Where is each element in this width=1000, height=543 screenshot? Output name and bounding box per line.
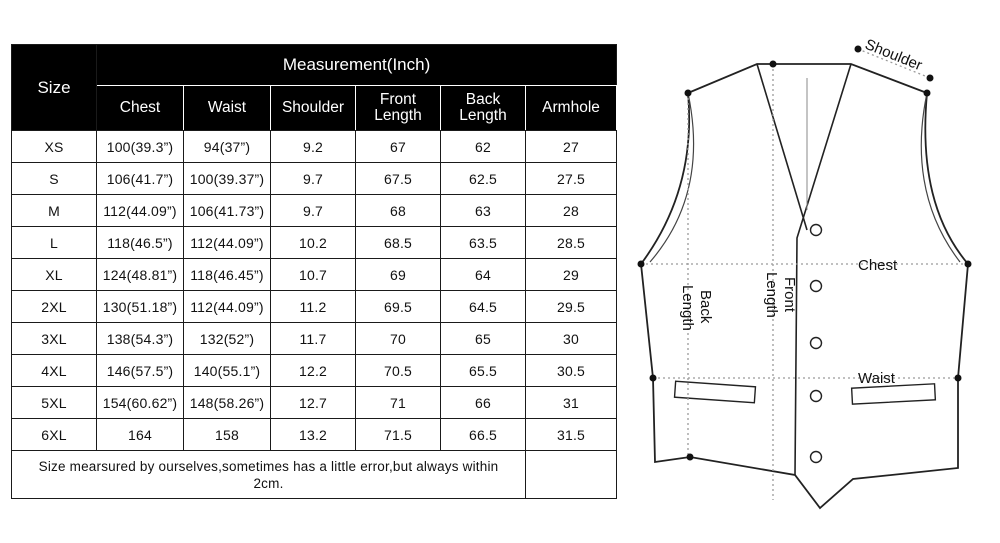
chest-label: Chest [858, 257, 898, 274]
column-header [97, 86, 184, 131]
measurement-cell: 9.7 [271, 195, 356, 227]
measurement-cell: 67 [356, 131, 441, 163]
measurement-cell: 138(54.3”) [97, 323, 184, 355]
measurement-cell: 118(46.5”) [97, 227, 184, 259]
column-header-line: Length [374, 107, 422, 124]
measurement-cell: 10.7 [271, 259, 356, 291]
measurement-cell: 70.5 [356, 355, 441, 387]
measure-point [770, 61, 777, 68]
back-length-label-line1: Back [697, 290, 714, 324]
measure-point [650, 375, 657, 382]
back-length-label-line2: Length [679, 285, 696, 331]
measurement-cell: 146(57.5”) [97, 355, 184, 387]
front-length-label-line2: Length [763, 272, 780, 318]
table-row [12, 227, 617, 259]
table-row [12, 387, 617, 419]
table-row [12, 163, 617, 195]
measurement-cell: 66 [441, 387, 526, 419]
shoulder-label: Shoulder [862, 35, 925, 75]
column-header [271, 86, 356, 131]
measurement-cell: 70 [356, 323, 441, 355]
measurement-cell: 154(60.62”) [97, 387, 184, 419]
measurement-cell: 64 [441, 259, 526, 291]
measurement-cell: 112(44.09”) [97, 195, 184, 227]
measurement-cell: 64.5 [441, 291, 526, 323]
column-header-line: Shoulder [281, 99, 345, 116]
measurement-cell: 10.2 [271, 227, 356, 259]
table-row [12, 355, 617, 387]
measurement-cell: 9.7 [271, 163, 356, 195]
button-icon [811, 225, 822, 236]
measurement-cell: 65 [441, 323, 526, 355]
measurement-cell: 158 [184, 419, 271, 451]
size-chart-table [11, 44, 617, 499]
measurement-cell: 112(44.09”) [184, 227, 271, 259]
front-length-label-line1: Front [781, 277, 798, 313]
measure-point [927, 75, 934, 82]
measurement-cell: 148(58.26”) [184, 387, 271, 419]
column-header [356, 86, 441, 131]
measurement-cell: 100(39.37”) [184, 163, 271, 195]
measurement-cell: 11.2 [271, 291, 356, 323]
measurement-cell: 140(55.1”) [184, 355, 271, 387]
size-cell: 5XL [12, 387, 97, 419]
measurement-cell: 12.2 [271, 355, 356, 387]
size-cell: XS [12, 131, 97, 163]
measurement-cell: 63 [441, 195, 526, 227]
size-cell: 2XL [12, 291, 97, 323]
measurement-cell: 11.7 [271, 323, 356, 355]
measurement-cell: 63.5 [441, 227, 526, 259]
measurement-cell: 31.5 [526, 419, 617, 451]
measure-point [965, 261, 972, 268]
column-header-line: Waist [207, 99, 247, 116]
column-header [526, 86, 617, 131]
right-armhole-line [921, 93, 960, 262]
size-cell: 3XL [12, 323, 97, 355]
measurement-cell: 68 [356, 195, 441, 227]
table-row [12, 195, 617, 227]
size-cell: L [12, 227, 97, 259]
empty-cell [526, 451, 617, 499]
measurement-cell: 28.5 [526, 227, 617, 259]
measure-point [955, 375, 962, 382]
measurement-cell: 66.5 [441, 419, 526, 451]
table-row [12, 131, 617, 163]
button-icon [811, 452, 822, 463]
measurement-cell: 106(41.7”) [97, 163, 184, 195]
measure-point [855, 46, 862, 53]
size-column-header: Size [12, 45, 97, 131]
size-cell: 4XL [12, 355, 97, 387]
size-cell: M [12, 195, 97, 227]
measurement-cell: 71 [356, 387, 441, 419]
button-icon [811, 338, 822, 349]
footnote: Size mearsured by ourselves,sometimes has a little error,but always within 2cm. [12, 451, 526, 499]
column-header-line: Length [459, 107, 507, 124]
footnote-row [12, 451, 617, 499]
column-header [441, 86, 526, 131]
left-lapel [757, 64, 807, 230]
measurement-cell: 69.5 [356, 291, 441, 323]
size-cell: XL [12, 259, 97, 291]
measurement-cell: 112(44.09”) [184, 291, 271, 323]
measurement-cell: 27.5 [526, 163, 617, 195]
measurement-cell: 124(48.81”) [97, 259, 184, 291]
measurement-cell: 69 [356, 259, 441, 291]
measurement-cell: 68.5 [356, 227, 441, 259]
measurement-cell: 31 [526, 387, 617, 419]
measurement-cell: 30.5 [526, 355, 617, 387]
measurement-cell: 100(39.3”) [97, 131, 184, 163]
measurement-cell: 118(46.45”) [184, 259, 271, 291]
measure-point [687, 454, 694, 461]
measurement-cell: 62 [441, 131, 526, 163]
measurement-cell: 27 [526, 131, 617, 163]
table-row [12, 419, 617, 451]
measurement-cell: 67.5 [356, 163, 441, 195]
measurement-cell: 12.7 [271, 387, 356, 419]
measurement-cell: 130(51.18”) [97, 291, 184, 323]
measurement-cell: 62.5 [441, 163, 526, 195]
vest-diagram [630, 28, 995, 518]
measurement-cell: 29.5 [526, 291, 617, 323]
measurement-header: Measurement(Inch) [97, 45, 617, 86]
measurement-cell: 9.2 [271, 131, 356, 163]
size-cell: 6XL [12, 419, 97, 451]
waist-label: Waist [858, 370, 895, 387]
measurement-cell: 164 [97, 419, 184, 451]
table-row [12, 259, 617, 291]
column-header [184, 86, 271, 131]
right-lapel [795, 64, 851, 475]
column-header-line: Chest [119, 99, 161, 116]
measure-point [638, 261, 645, 268]
button-icon [811, 391, 822, 402]
button-icon [811, 281, 822, 292]
left-pocket [675, 381, 756, 403]
measurement-cell: 71.5 [356, 419, 441, 451]
measurement-cell: 28 [526, 195, 617, 227]
table-row [12, 291, 617, 323]
measure-point [685, 90, 692, 97]
column-header-line: Armhole [542, 99, 600, 116]
measurement-cell: 29 [526, 259, 617, 291]
column-header-line: Front [379, 91, 417, 108]
column-header-line: Back [465, 91, 501, 108]
measure-point [924, 90, 931, 97]
measurement-cell: 30 [526, 323, 617, 355]
measurement-cell: 94(37”) [184, 131, 271, 163]
left-armhole-line [650, 93, 694, 262]
measurement-cell: 65.5 [441, 355, 526, 387]
measurement-cell: 13.2 [271, 419, 356, 451]
table-row [12, 323, 617, 355]
size-cell: S [12, 163, 97, 195]
measurement-cell: 132(52”) [184, 323, 271, 355]
measurement-cell: 106(41.73”) [184, 195, 271, 227]
